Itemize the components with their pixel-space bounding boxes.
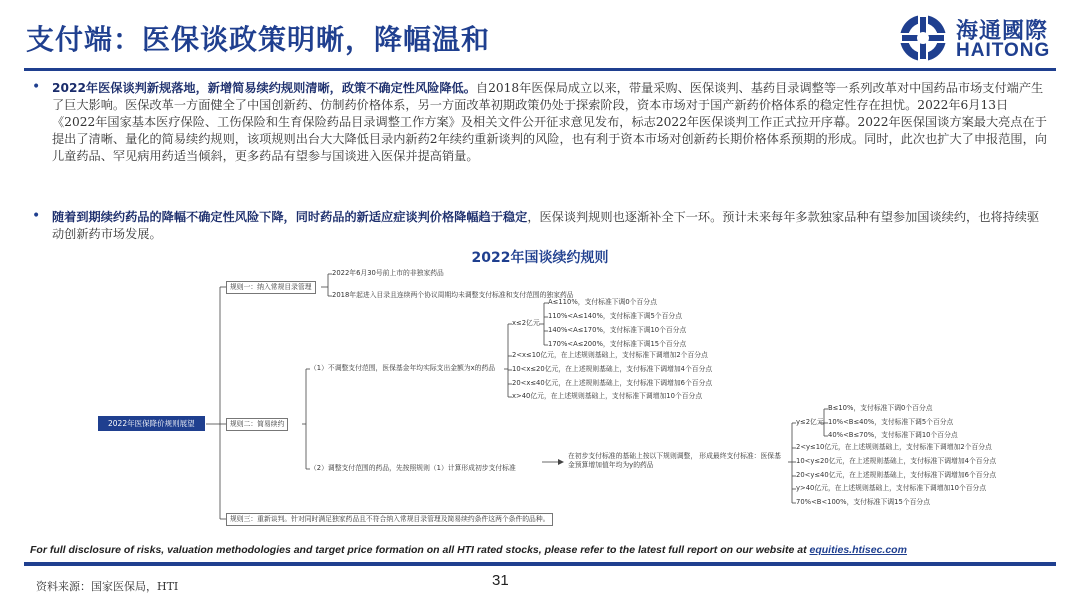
y-item-1: 2<y≤10亿元，在上述规则基础上，支付标准下调增加2个百分点 bbox=[796, 443, 992, 451]
logo-cn-text: 海通國際 bbox=[956, 19, 1049, 44]
rule2-branch2-node: （2）调整支付范围的药品，先按照规则（1）计算形成初步支付标准 bbox=[310, 464, 516, 472]
bullet-1-bold: 2022年医保谈判新规落地，新增简易续约规则清晰，政策不确定性风险降低。 bbox=[52, 81, 476, 95]
y-small-node: y≤2亿元 bbox=[796, 418, 824, 426]
a-item-2: 110%<A≤140%，支付标准下调5个百分点 bbox=[548, 312, 682, 320]
y-item-4: y>40亿元，在上述规则基础上，支付标准下调增加10个百分点 bbox=[796, 484, 987, 492]
haitong-logo bbox=[898, 10, 1058, 66]
y-item-2: 10<y≤20亿元，在上述规则基础上，支付标准下调增加4个百分点 bbox=[796, 457, 997, 465]
bullet-dot-icon: • bbox=[32, 208, 41, 224]
y-item-5: 70%<B<100%，支付标准下调15个百分点 bbox=[796, 498, 931, 506]
rule2-node: 规则二：简易续约 bbox=[226, 418, 288, 431]
website-link[interactable]: equities.htisec.com bbox=[809, 544, 907, 556]
branch2-middle-node: 在初步支付标准的基础上按以下规则调整， 形成最终支付标准：医保基金预算增加值年均为y的药品 bbox=[568, 452, 781, 469]
diagram-root-node: 2022年医保降价规则展望 bbox=[98, 416, 205, 431]
haitong-logo-icon bbox=[898, 13, 948, 63]
disclaimer bbox=[30, 544, 907, 556]
x-item-4: x>40亿元，在上述规则基础上，支付标准下调增加10个百分点 bbox=[512, 392, 703, 400]
x-item-1: 2<x≤10亿元，在上述规则基础上，支付标准下调增加2个百分点 bbox=[512, 351, 708, 359]
b-item-2: 10%<B≤40%，支付标准下调5个百分点 bbox=[828, 418, 954, 426]
x-small-node: x≤2亿元 bbox=[512, 319, 540, 327]
title-divider bbox=[24, 68, 1056, 71]
b-item-1: B≤10%，支付标准下调0个百分点 bbox=[828, 404, 933, 412]
source-note: 资料来源：国家医保局，HTI bbox=[36, 580, 179, 593]
rule1-item-1: 2022年6月30号前上市的非独家药品 bbox=[332, 269, 444, 277]
a-item-3: 140%<A≤170%，支付标准下调10个百分点 bbox=[548, 326, 687, 334]
diagram-title: 2022年国谈续约规则 bbox=[471, 250, 609, 266]
rule3-node: 规则三：重新谈判。针对同时满足独家药品且不符合纳入常规目录管理及简易续约条件这两个条件的品种。 bbox=[226, 513, 553, 526]
logo-en-text: HAITONG bbox=[956, 40, 1051, 61]
footer-divider bbox=[24, 562, 1056, 566]
a-item-1: A≤110%，支付标准下调0个百分点 bbox=[548, 298, 657, 306]
bullet-dot-icon: • bbox=[32, 79, 41, 95]
renewal-rules-diagram bbox=[96, 266, 1031, 536]
x-item-3: 20<x≤40亿元，在上述规则基础上，支付标准下调增加6个百分点 bbox=[512, 379, 713, 387]
bullet-2-text: ，医保谈判规则也逐渐补全下一环。预计未来每年多款独家品种有望参加国谈续约，也将持续驱动创新药市场发展。 bbox=[52, 210, 1040, 241]
disclaimer-text: For full disclosure of risks, valuation methodologies and target price formation on all HTI rated stocks, please refer to the latest full report on our website at bbox=[30, 544, 810, 556]
y-item-3: 20<y≤40亿元，在上述规则基础上，支付标准下调增加6个百分点 bbox=[796, 471, 997, 479]
rule2-branch1-node: （1）不调整支付范围，医保基金年均实际支出金额为x的药品 bbox=[310, 364, 496, 372]
bullet-paragraph-2 bbox=[28, 209, 1048, 243]
page-title: 支付端：医保谈政策明晰，降幅温和 bbox=[26, 23, 491, 56]
x-item-2: 10<x≤20亿元，在上述规则基础上，支付标准下调增加4个百分点 bbox=[512, 365, 713, 373]
bullet-1-text: 自2018年医保局成立以来，带量采购、医保谈判、基药目录调整等一系列改革对中国药品市场支付端产生了巨大影响。医保改革一方面健全了中国创新药、仿制药价格体系，另一方面改革初期政策仍处于探索阶段，资本市场对于国产新药价格体系的稳定性存在担忧。2022年6月13日《2022年国家基本医疗保险、工伤保险和生育保险药品目录调整工作方案》及相关文件公开征求意见发布，标志2022年医保谈判工作正式拉开序幕。2022年医保国谈方案最大亮点在于提出了清晰、量化的简易续约规则，该项规则出台大大降低目录内新药2年续约重新谈判的风险，也有利于资本市场对创新药长期价格体系预期的形成。同时，此次也扩大了申报范围，向儿童药品、罕见病用药适当倾斜，更多药品有望参与国谈进入医保并提高销量。 bbox=[52, 81, 1047, 163]
bullet-2-bold: 随着到期续约药品的降幅不确定性风险下降，同时药品的新适应症谈判价格降幅趋于稳定 bbox=[52, 210, 528, 224]
a-item-4: 170%<A≤200%，支付标准下调15个百分点 bbox=[548, 340, 687, 348]
b-item-3: 40%<B≤70%，支付标准下调10个百分点 bbox=[828, 431, 958, 439]
bullet-paragraph-1 bbox=[28, 80, 1048, 165]
rule1-node: 规则一：纳入常规目录管理 bbox=[226, 281, 316, 294]
page-number: 31 bbox=[492, 572, 509, 589]
rule1-item-2: 2018年起进入目录且连续两个协议周期均未调整支付标准和支付范围的独家药品 bbox=[332, 291, 574, 299]
